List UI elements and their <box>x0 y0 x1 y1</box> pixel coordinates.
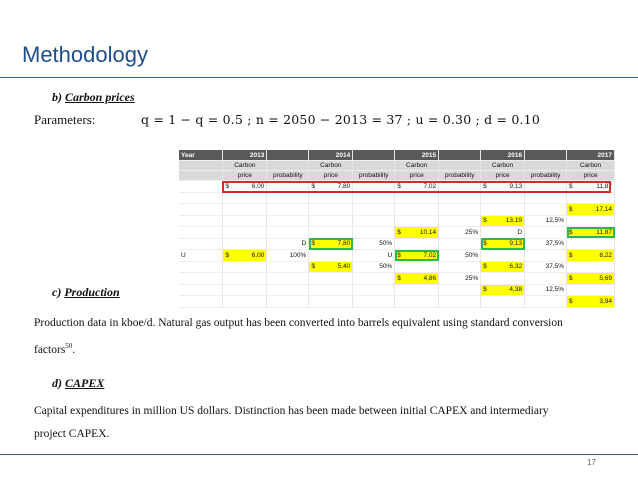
probability-cell: 25% <box>439 273 481 285</box>
slide-title: Methodology <box>22 42 148 67</box>
top-price-2016: 9,13 <box>509 182 523 190</box>
probability-cell: 50% <box>439 250 481 262</box>
page-number: 17 <box>587 458 596 467</box>
carbon-header: Carbon <box>567 161 615 171</box>
price-cell: 7,02 <box>423 251 437 259</box>
price-cell: 13,19 <box>505 217 523 225</box>
table-row: $ 13,19 12,5% <box>179 215 615 227</box>
table-row: $ 4,38 12,5% <box>179 284 615 296</box>
carbon-price-table <box>179 150 615 305</box>
top-price-2014: 7,80 <box>337 182 351 190</box>
probability-cell: 50% <box>353 261 395 273</box>
probability-header: probability <box>267 171 309 181</box>
section-b-heading <box>52 90 135 105</box>
top-price-2013: 6,00 <box>251 182 265 190</box>
probability-cell: 100% <box>267 250 309 262</box>
price-cell: 6,32 <box>509 263 523 271</box>
current-price-highlight <box>222 181 611 193</box>
probability-cell: 25% <box>439 227 481 239</box>
bottom-divider <box>0 454 638 455</box>
price-cell: 5,69 <box>599 274 612 282</box>
table-row <box>179 192 615 204</box>
production-paragraph <box>34 312 574 362</box>
year-header: Year <box>179 150 223 161</box>
table-row: U $ 6,00 100% U $ 7,02 50% $ 8,22 <box>179 250 615 262</box>
table-row: $ 3,94 <box>179 296 615 308</box>
table-row: $ 10,14 25% D $ 11,87 <box>179 227 615 239</box>
year-2017: 2017 <box>567 150 615 161</box>
top-price-2017: 11,87 <box>596 182 612 190</box>
price-header: price <box>309 171 353 181</box>
section-c-label: Production <box>64 285 120 299</box>
price-cell: 11,87 <box>596 228 612 236</box>
table-row: $ 17,14 <box>179 204 615 216</box>
parameters-label: Parameters: <box>34 112 96 127</box>
year-2014: 2014 <box>309 150 353 161</box>
price-cell: 4,38 <box>509 286 523 294</box>
section-d-letter: d) <box>52 376 62 390</box>
carbon-header: Carbon <box>395 161 439 171</box>
price-header: price <box>395 171 439 181</box>
table-row: $ 5,40 50% $ 6,32 37,5% <box>179 261 615 273</box>
price-header: price <box>567 171 615 181</box>
probability-cell: 12,5% <box>525 215 567 227</box>
table-row: $ 6,00 $ 7,80 $ 7,02 $ 9,13 $ 11,87 <box>179 181 615 193</box>
price-cell: 4,86 <box>423 274 437 282</box>
top-divider <box>0 77 638 78</box>
year-2013: 2013 <box>223 150 267 161</box>
price-cell: 10,14 <box>419 228 437 236</box>
probability-cell: 37,5% <box>525 238 567 250</box>
section-c-letter: c) <box>52 285 62 299</box>
section-b-label: Carbon prices <box>65 90 135 104</box>
section-b-letter: b) <box>52 90 62 104</box>
down-label: D <box>481 227 525 239</box>
section-d-heading <box>52 376 104 391</box>
section-d-label: CAPEX <box>65 376 105 390</box>
year-2015: 2015 <box>395 150 439 161</box>
table-row: $ 4,86 25% $ 5,69 <box>179 273 615 285</box>
probability-cell: 37,5% <box>525 261 567 273</box>
price-cell: 3,94 <box>599 297 612 305</box>
price-cell: 6,00 <box>251 251 265 259</box>
top-price-2015: 7,02 <box>423 182 437 190</box>
price-header: price <box>481 171 525 181</box>
up-label: U <box>179 250 223 262</box>
production-text-end: . <box>72 343 76 356</box>
carbon-header: Carbon <box>309 161 353 171</box>
table-header-row <box>179 150 615 161</box>
footnote-ref: 50 <box>65 342 73 350</box>
up-label: U <box>353 250 395 262</box>
section-c-heading <box>52 285 120 300</box>
carbon-header: Carbon <box>223 161 267 171</box>
probability-header: probability <box>439 171 481 181</box>
probability-cell: 50% <box>353 238 395 250</box>
carbon-header: Carbon <box>481 161 525 171</box>
parameters-equation: q = 1 − q = 0.5 ; n = 2050 − 2013 = 37 ; u = 0.30 ; d = 0.10 <box>141 112 540 127</box>
price-cell: 7,80 <box>337 240 351 248</box>
probability-header: probability <box>525 171 567 181</box>
probability-header: probability <box>353 171 395 181</box>
table-row: D $ 7,80 50% $ 9,13 37,5% <box>179 238 615 250</box>
table-subheader-row-1 <box>179 161 615 171</box>
year-2016: 2016 <box>481 150 525 161</box>
table-subheader-row-2 <box>179 171 615 181</box>
price-cell: 8,22 <box>599 251 612 259</box>
price-cell: 5,40 <box>337 263 351 271</box>
parameters-line <box>34 112 540 128</box>
price-cell: 9,13 <box>509 240 523 248</box>
capex-paragraph: Capital expenditures in million US dollars. Distinction has been made between initial CAPEX and intermediary project CAPEX. <box>34 405 549 440</box>
production-text: Production data in kboe/d. Natural gas output has been converted into barrels equivalent using standard conversion factors <box>34 317 563 356</box>
down-label: D <box>267 238 309 250</box>
price-header: price <box>223 171 267 181</box>
price-cell: 17,14 <box>595 205 612 213</box>
probability-cell: 12,5% <box>525 284 567 296</box>
